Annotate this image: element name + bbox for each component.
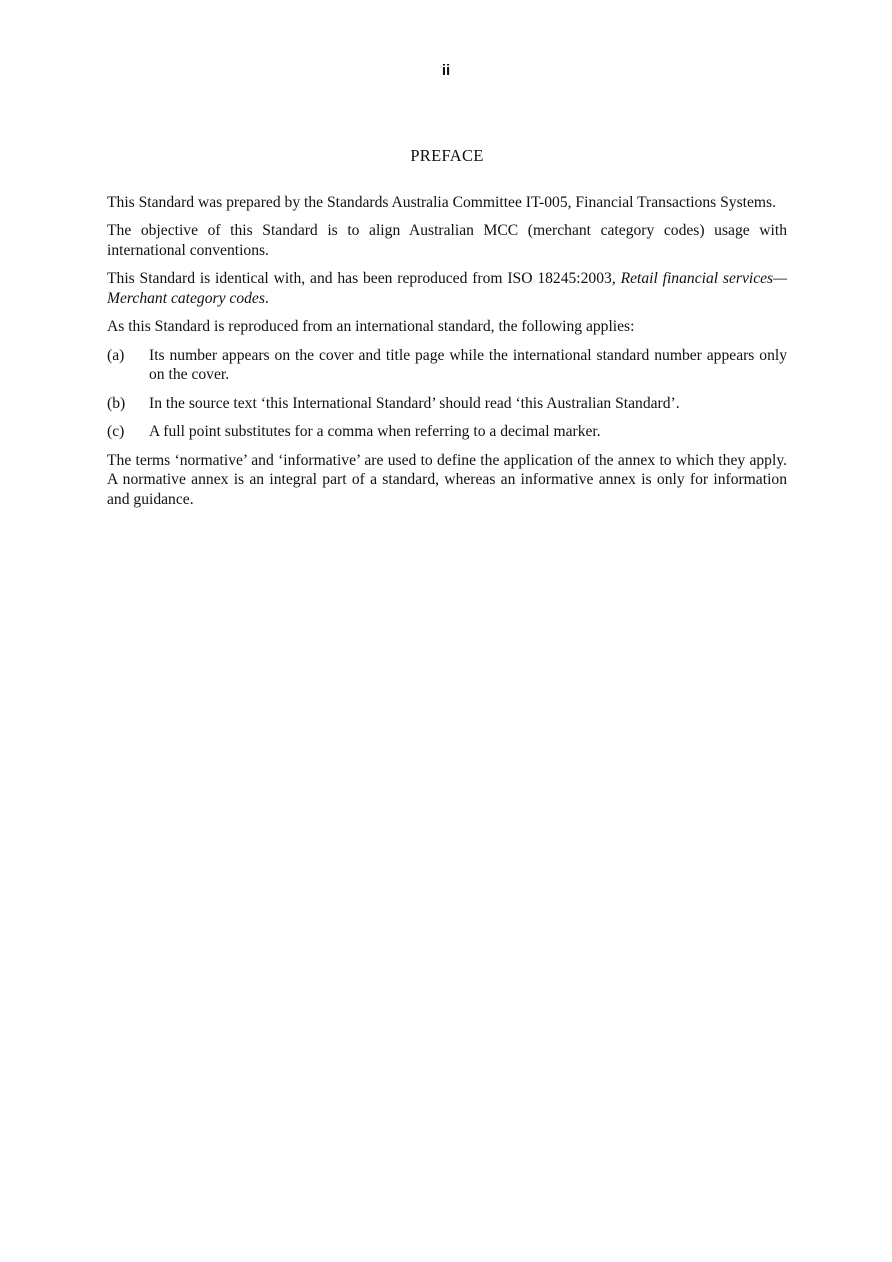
page-number: ii xyxy=(441,62,451,79)
preface-section xyxy=(107,146,787,518)
list-item-text: Its number appears on the cover and title page while the international standard number appears only on the cover. xyxy=(149,346,787,383)
list-marker: (b) xyxy=(107,394,126,412)
source-prefix-text: This Standard is identical with, and has been reproduced from ISO 18245:2003, xyxy=(107,270,621,287)
preface-paragraph-committee: This Standard was prepared by the Standards Australia Committee IT-005, Financial Transactions Systems. xyxy=(107,193,776,211)
list-item-text: In the source text ‘this International Standard’ should read ‘this Australian Standard’. xyxy=(149,394,680,412)
list-item xyxy=(107,394,787,414)
list-item xyxy=(107,422,787,442)
source-standard-title: Retail financial services—Merchant category codes xyxy=(107,270,787,307)
list-item xyxy=(107,346,787,385)
list-marker: (c) xyxy=(107,423,125,440)
list-marker: (a) xyxy=(107,346,125,364)
preface-paragraph-objective: The objective of this Standard is to align Australian MCC (merchant category codes) usage with international conventions. xyxy=(107,222,787,259)
preface-paragraph-source xyxy=(107,269,787,308)
list-item-text: A full point substitutes for a comma when referring to a decimal marker. xyxy=(149,423,601,440)
preface-paragraph-applies: As this Standard is reproduced from an international standard, the following applies: xyxy=(107,318,635,335)
source-suffix-text: . xyxy=(264,289,269,307)
preface-heading: PREFACE xyxy=(410,146,484,165)
preface-paragraph-annex-terms: The terms ‘normative’ and ‘informative’ are used to define the application of the annex to which they apply. A normative annex is an integral part of a standard, whereas an informative annex is only for information and guidance. xyxy=(107,451,787,508)
